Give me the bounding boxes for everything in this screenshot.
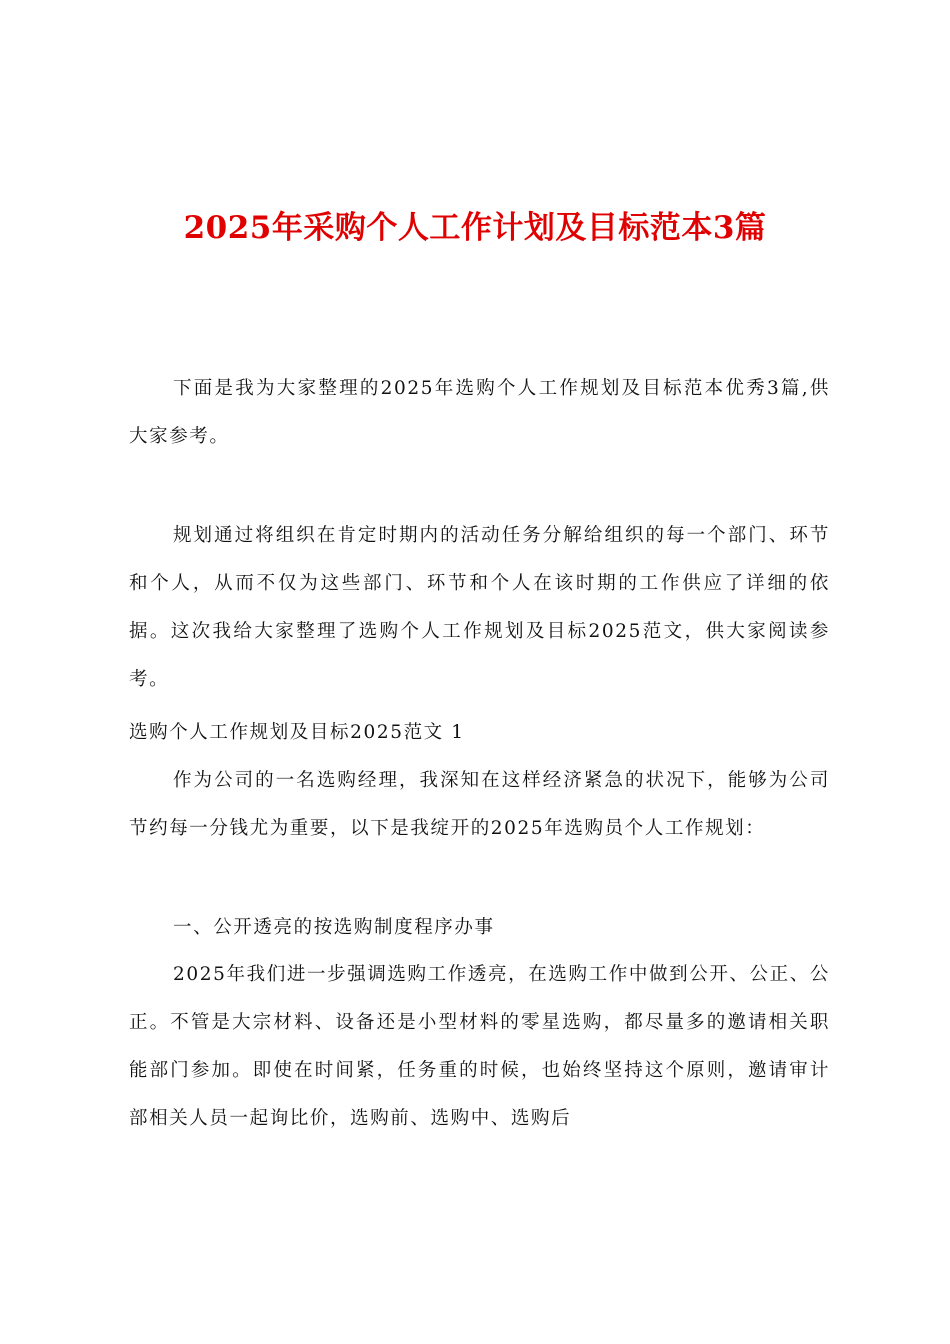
- body-paragraph: 作为公司的一名选购经理，我深知在这样经济紧急的状况下，能够为公司节约每一分钱尤为重要，以下是我绽开的2025年选购员个人工作规划：: [129, 769, 830, 839]
- section-heading: 选购个人工作规划及目标2025范文 1: [129, 721, 465, 743]
- document-title: 2025年采购个人工作计划及目标范本3篇: [183, 209, 767, 246]
- body-paragraph: 2025年我们进一步强调选购工作透亮，在选购工作中做到公开、公正、公正。不管是大宗材料、设备还是小型材料的零星选购，都尽量多的邀请相关职能部门参加。即使在时间紧，任务重的时候，也始终坚持这个原则，邀请审计部相关人员一起询比价，选购前、选购中、选购后: [129, 963, 830, 1129]
- subsection-heading: 一、公开透亮的按选购制度程序办事: [173, 916, 495, 938]
- intro-paragraph: 下面是我为大家整理的2025年选购个人工作规划及目标范本优秀3篇,供大家参考。: [129, 377, 830, 447]
- planning-paragraph: 规划通过将组织在肯定时期内的活动任务分解给组织的每一个部门、环节和个人，从而不仅为这些部门、环节和个人在该时期的工作供应了详细的依据。这次我给大家整理了选购个人工作规划及目标2025范文，供大家阅读参考。: [129, 524, 830, 690]
